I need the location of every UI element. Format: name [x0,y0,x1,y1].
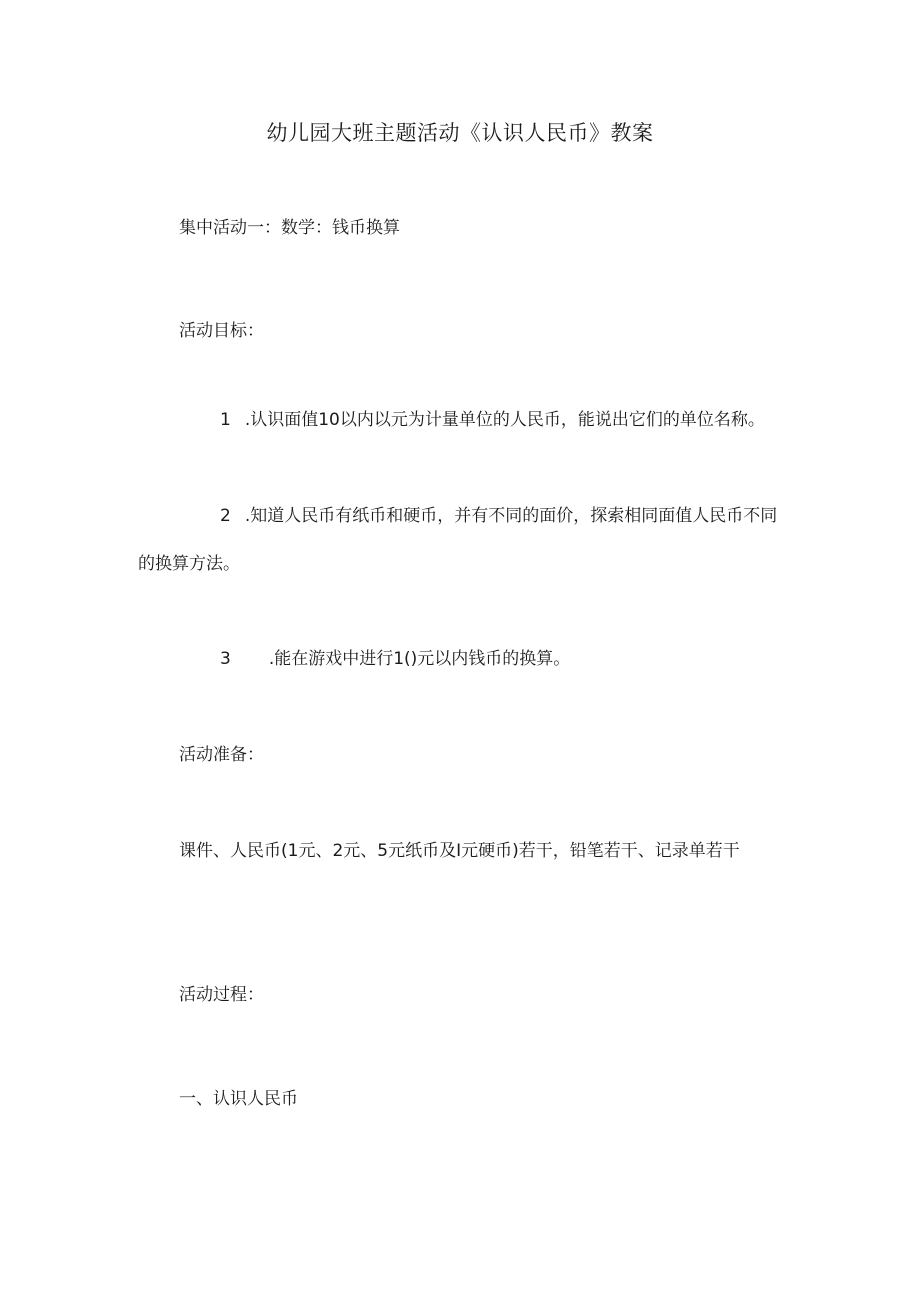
goals-label: 活动目标： [179,321,264,341]
goal-item-1 [138,396,778,444]
section-one-heading: 一、认识人民币 [179,1089,298,1109]
goal-number: 2 [220,506,231,526]
goal-text: .能在游戏中进行1()元以内钱币的换算。 [268,649,571,669]
preparation-text: 课件、人民币(1元、2元、5元纸币及I元硬币)若干，铅笔若干、记录单若干 [179,841,740,861]
document-title: 幼儿园大班主题活动《认识人民币》教案 [266,121,654,145]
goal-text: .知道人民币有纸币和硬币，并有不同的面价，探索相同面值人民币不同的换算方法。 [138,506,778,574]
goal-item-3 [138,635,778,683]
goal-number: 1 [220,410,231,430]
process-label: 活动过程： [179,985,264,1005]
preparation-label: 活动准备： [179,745,264,765]
activity-heading: 集中活动一：数学：钱币换算 [179,218,400,238]
goal-number: 3 [220,649,231,669]
goal-text: .认识面值10以内以元为计量单位的人民币，能说出它们的单位名称。 [244,410,765,430]
goal-item-2 [138,492,778,588]
